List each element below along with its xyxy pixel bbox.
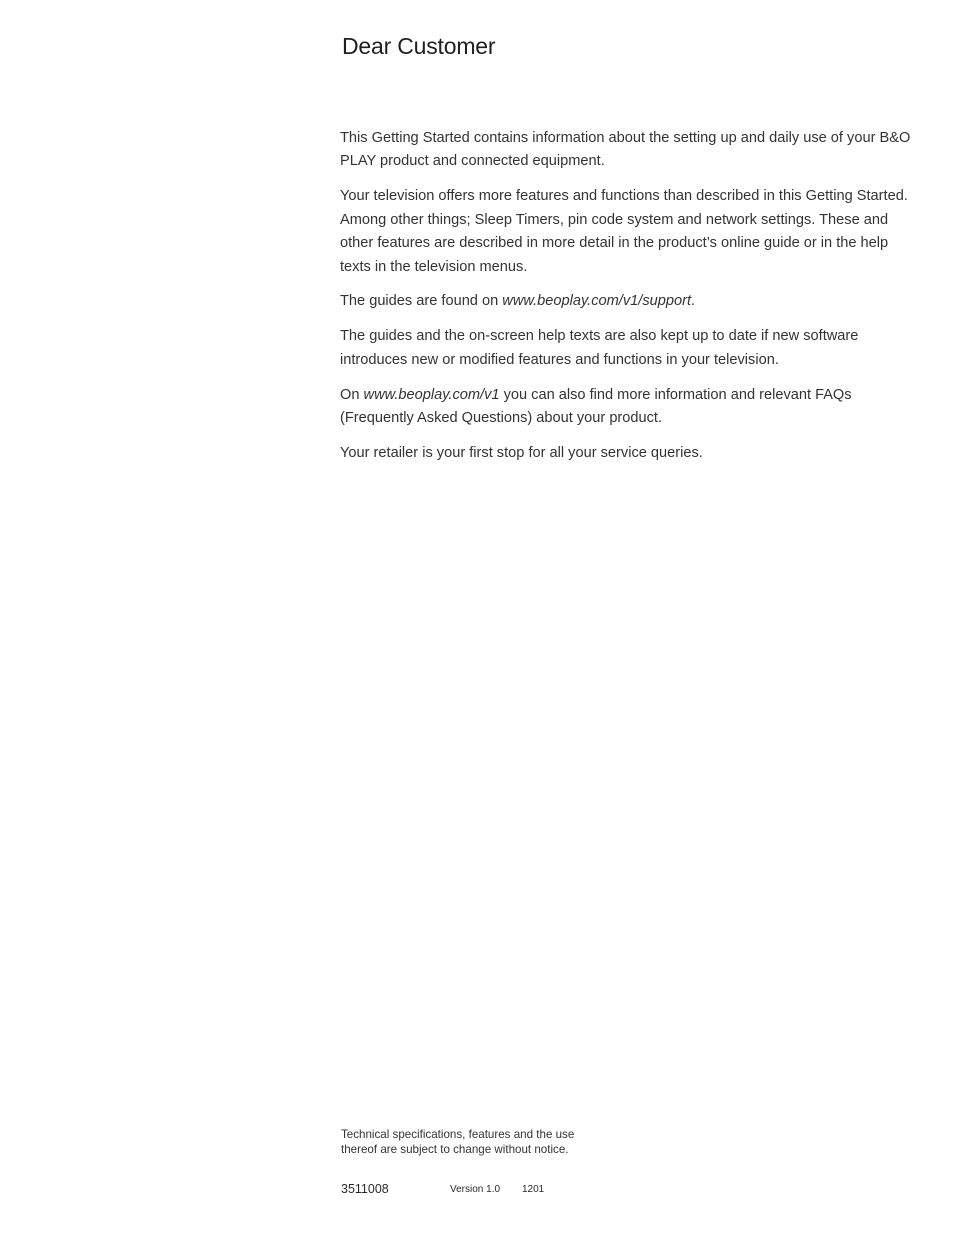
document-number: 3511008 xyxy=(341,1182,389,1196)
website-link: www.beoplay.com/v1 xyxy=(363,386,500,403)
updates-paragraph: The guides and the on-screen help texts are also kept up to date if new software introduces new or modified features and functions in your television. xyxy=(340,328,859,368)
intro-paragraph: This Getting Started contains information about the setting up and daily use of your B&O PLAY product and connected equipment. xyxy=(340,130,911,170)
body-text xyxy=(340,127,915,477)
guides-text-after: . xyxy=(691,293,696,310)
page-title: Dear Customer xyxy=(342,33,496,59)
faq-paragraph xyxy=(340,384,915,431)
disclaimer xyxy=(341,1127,641,1157)
disclaimer-line: Technical specifications, features and the use xyxy=(341,1128,575,1141)
version-code: 1201 xyxy=(522,1184,545,1195)
faq-text-after: you can also find more information and relevant FAQs (Frequently Asked Questions) about your product. xyxy=(340,386,852,427)
features-paragraph: Your television offers more features and functions than described in this Getting Started. Among other things; Sleep Timers, pin code system and network settings. These and other features are described in more detail in the product’s online guide or in the help texts in the television menus. xyxy=(340,188,908,275)
guides-text-before: The guides are found on xyxy=(340,293,503,310)
version-label: Version 1.0 xyxy=(450,1184,501,1195)
support-link: www.beoplay.com/v1/support xyxy=(502,293,692,310)
retailer-paragraph: Your retailer is your first stop for all your service queries. xyxy=(340,444,703,461)
disclaimer-line: thereof are subject to change without notice. xyxy=(341,1143,569,1156)
faq-text-before: On xyxy=(340,386,364,403)
guides-paragraph xyxy=(340,290,915,313)
